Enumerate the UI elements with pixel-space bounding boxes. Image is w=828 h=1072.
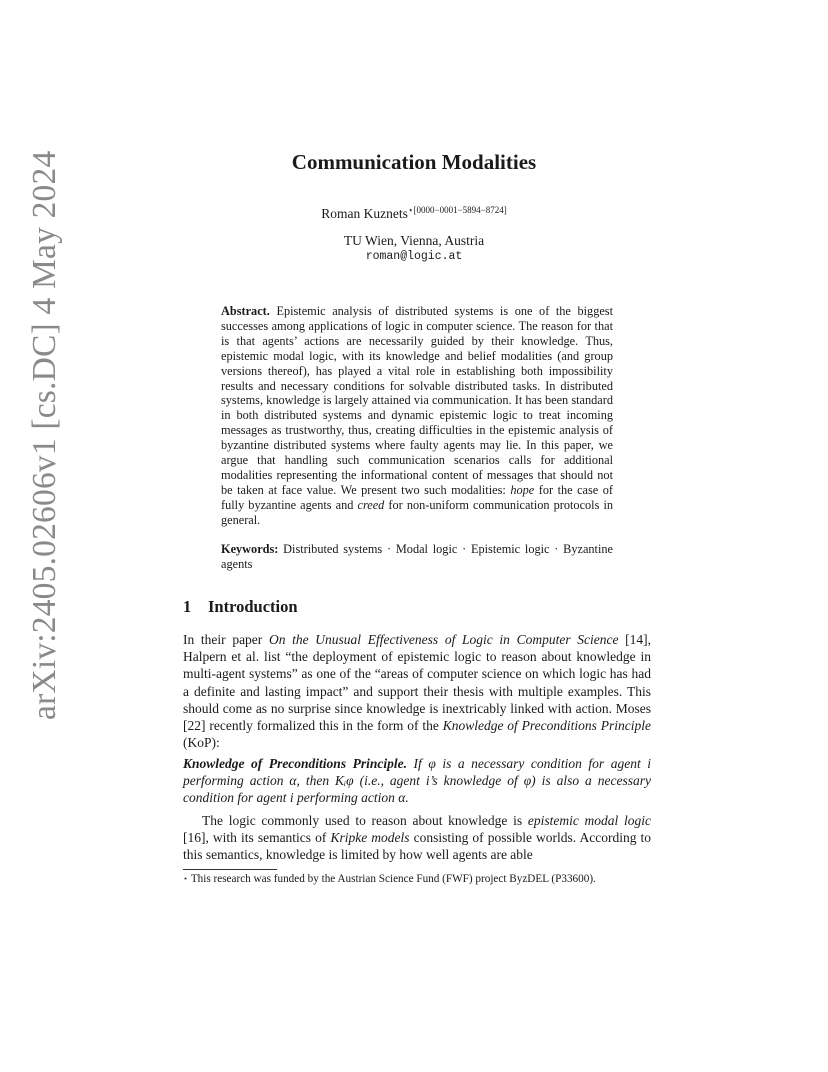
author-orcid[interactable]: [0000−0001−5894−8724] <box>413 205 507 215</box>
author-name: Roman Kuznets <box>321 206 408 221</box>
abstract-label: Abstract. <box>221 304 270 318</box>
author-email[interactable]: roman@logic.at <box>365 250 463 263</box>
author-footnote-marker: ⋆ <box>407 205 414 215</box>
abstract-text-after: for non-uniform communication protocols in general. <box>221 497 614 527</box>
author-line <box>0 205 828 222</box>
arxiv-id: arXiv:2405.02606v1 [cs.DC] 4 May 2024 <box>26 150 63 720</box>
footnote <box>183 872 651 890</box>
p1-text-c: (KoP): <box>183 735 220 751</box>
keywords <box>221 542 613 572</box>
section-number: 1 <box>183 597 192 616</box>
keywords-text: Distributed systems · Modal logic · Epistemic logic · Byzantine agents <box>221 542 613 571</box>
abstract-text: Epistemic analysis of distributed systems is one of the biggest successes among applications of logic in computer science. The reason for that is that agents’ actions are necessarily guided by their knowledge. Thus, epistemic modal logic, with its knowledge and belief modalities (and group versions thereof), has played a vital role in establishing both impossibility results and necessary conditions for solvable distributed tasks. In distributed systems, knowledge is largely attained via communication. It has been standard in both distributed systems and dynamic epistemic logic to treat incoming messages as trustworthy, thus, creating difficulties in the epistemic analysis of byzantine distributed systems where faulty agents may lie. In this paper, we argue that handling such communication scenarios calls for additional modalities representing the informational content of messages that should not be taken at face value. We present two such modalities: <box>221 304 613 497</box>
footnote-text: This research was funded by the Austrian Science Fund (FWF) project ByzDEL (P33600). <box>190 873 596 885</box>
p2-eml: epistemic modal logic <box>527 813 652 828</box>
abstract-hope: hope <box>510 482 535 497</box>
paper-title: Communication Modalities <box>291 150 537 174</box>
section-heading <box>183 597 298 617</box>
p2-text-c: consisting of possible worlds. According to this semantics, knowledge is limited by how well agents are able <box>183 830 652 863</box>
affiliation: TU Wien, Vienna, Austria <box>343 233 485 248</box>
p1-text-a: In their paper <box>183 632 263 647</box>
principle-statement: If φ is a necessary condition for agent i performing action α, then Kᵢφ (i.e., agent i’s knowledge of φ) is also a necessary condition for agent i performing action α. <box>183 756 652 806</box>
footnote-rule <box>183 869 277 870</box>
keywords-label: Keywords: <box>221 542 279 556</box>
intro-paragraph-2 <box>183 812 651 864</box>
principle-label: Knowledge of Preconditions Principle. <box>183 756 407 771</box>
abstract-creed: creed <box>357 497 385 512</box>
p1-text-b: [14], Halpern et al. list “the deployment of epistemic logic to reason about knowledge in multi-agent systems” as one of the “areas of computer science on which logic has had a definite and lasting impact” and support their thesis with multiple examples. This should come as no surprise since knowledge is inextricably linked with action. Moses [22] recently formalized this in the form of the <box>183 632 652 734</box>
abstract-text-between: for the case of fully byzantine agents and <box>221 482 614 512</box>
p1-paper-title: On the Unusual Effectiveness of Logic in Computer Science <box>268 632 619 647</box>
p2-text-b: [16], with its semantics of <box>183 830 327 846</box>
abstract <box>221 304 613 528</box>
footnote-marker: ⋆ <box>183 874 189 883</box>
section-title: Introduction <box>208 597 298 616</box>
p1-kop: Knowledge of Preconditions Principle <box>442 718 651 734</box>
kop-principle <box>183 755 651 807</box>
p2-kripke: Kripke models <box>330 830 410 846</box>
p2-text-a: The logic commonly used to reason about knowledge is <box>202 813 523 828</box>
intro-paragraph-1 <box>183 631 651 751</box>
